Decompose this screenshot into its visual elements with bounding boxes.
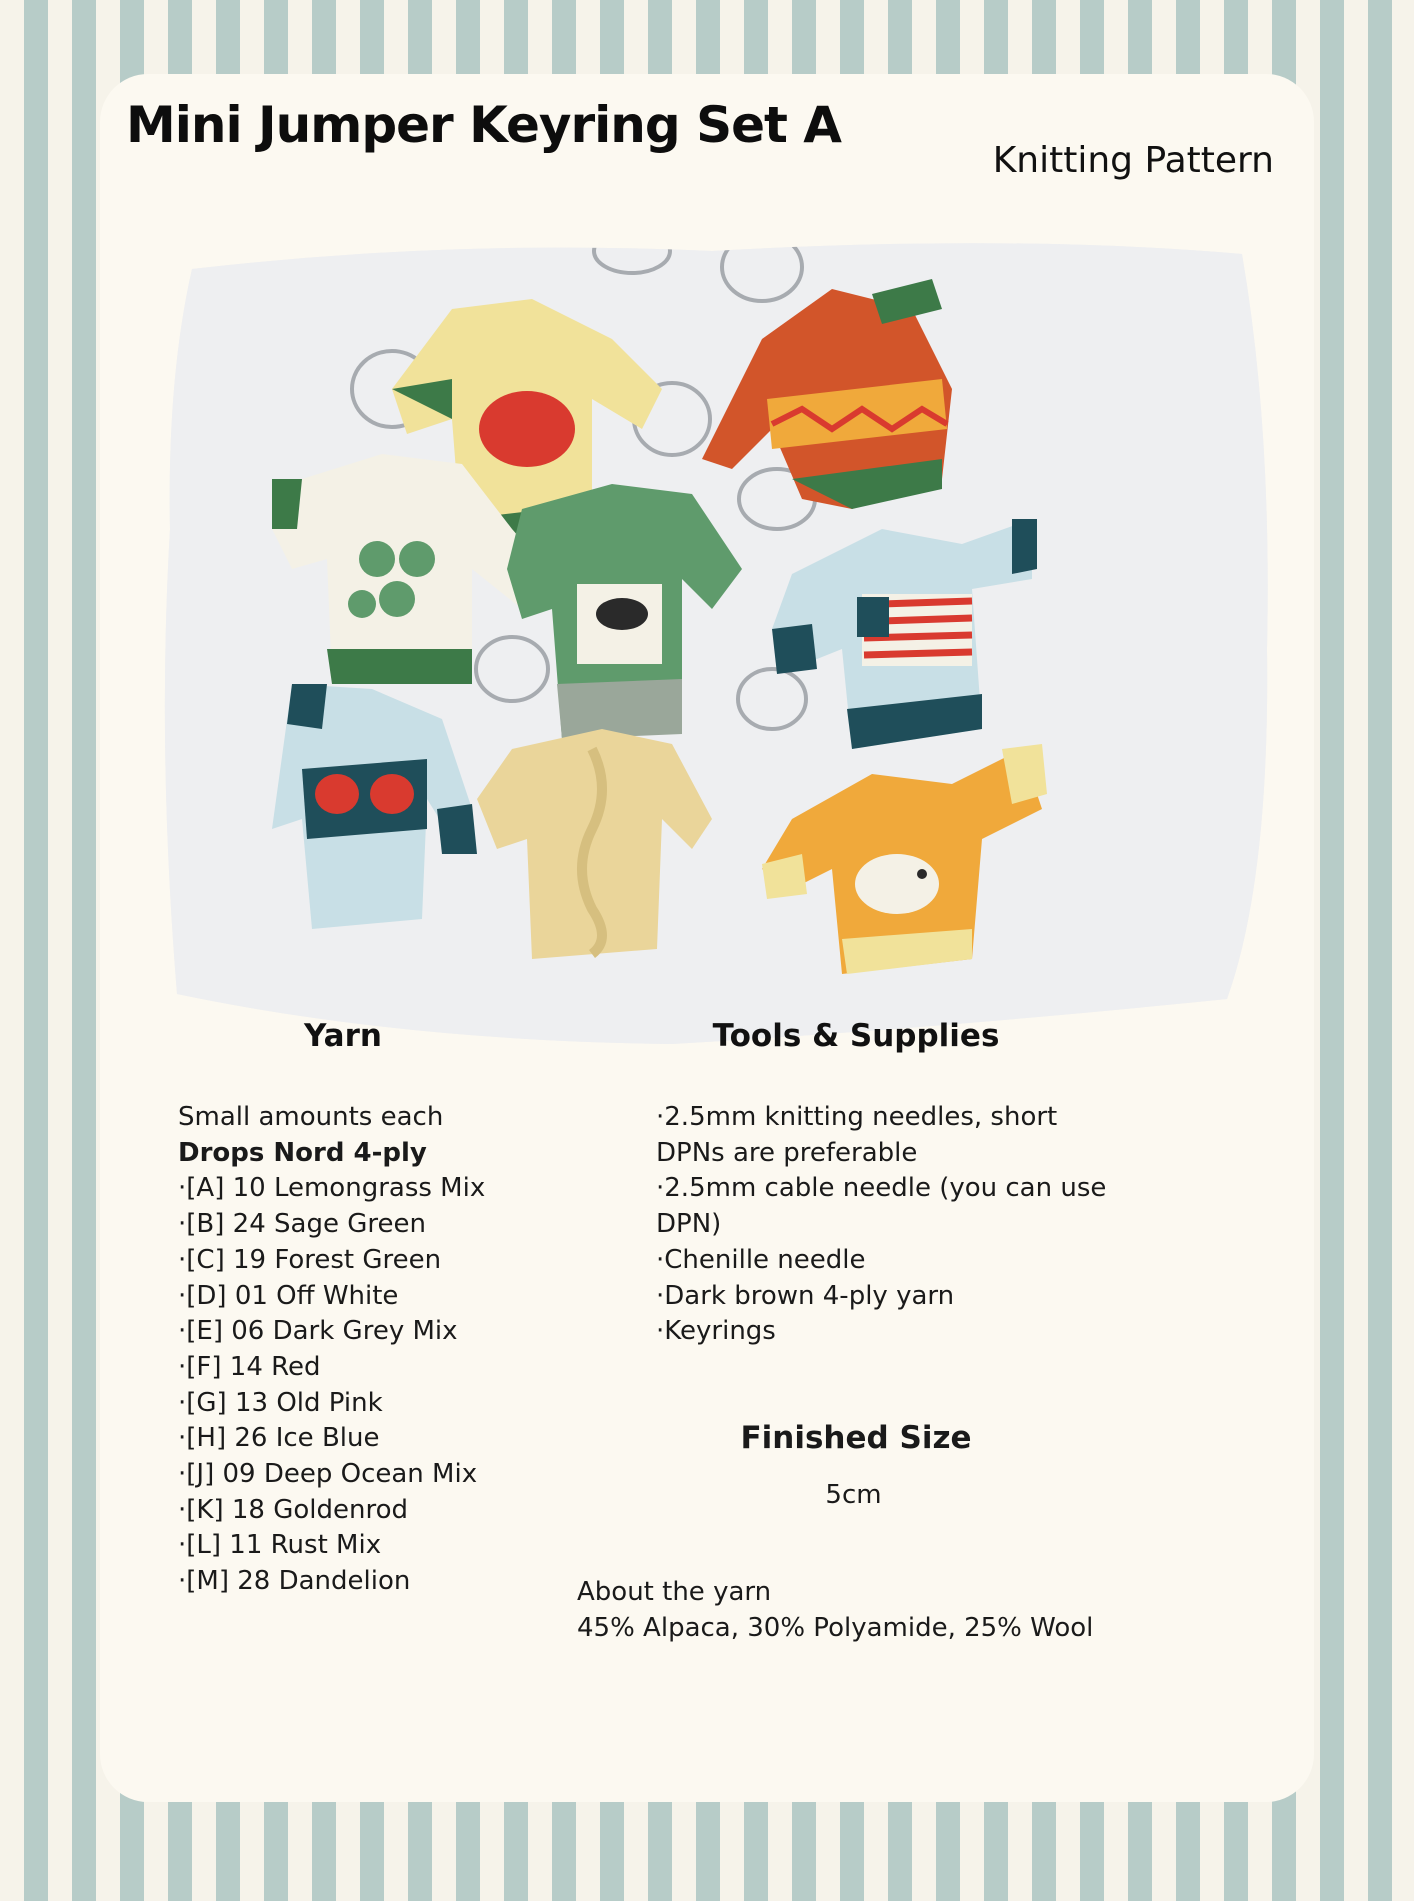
tools-section <box>656 1000 1126 1350</box>
tools-item: ·Dark brown 4-ply yarn <box>656 1280 955 1311</box>
yarn-item: ·[D] 01 Off White <box>178 1280 399 1311</box>
about-yarn-composition: 45% Alpaca, 30% Polyamide, 25% Wool <box>577 1613 1094 1643</box>
yarn-brand: Drops Nord 4-ply <box>178 1137 427 1168</box>
yarn-item: ·[K] 18 Goldenrod <box>178 1494 409 1525</box>
finished-size-heading: Finished Size <box>740 1420 972 1456</box>
yarn-item: ·[H] 26 Ice Blue <box>178 1423 380 1454</box>
yarn-item: ·[M] 28 Dandelion <box>178 1566 411 1597</box>
yarn-item: ·[B] 24 Sage Green <box>178 1209 426 1240</box>
page-title: Mini Jumper Keyring Set A <box>126 96 841 154</box>
tools-item: ·Chenille needle <box>656 1244 866 1275</box>
yarn-item: ·[L] 11 Rust Mix <box>178 1530 382 1561</box>
tools-heading: Tools & Supplies <box>712 1018 1000 1054</box>
jumper-keyrings-photo <box>152 229 1290 1059</box>
yarn-section <box>178 1000 598 1600</box>
yarn-heading: Yarn <box>304 1018 382 1054</box>
tools-item: ·2.5mm knitting needles, short DPNs are preferable <box>656 1102 1058 1168</box>
about-yarn-heading: About the yarn <box>577 1577 772 1607</box>
photo-illustration <box>152 229 1290 1059</box>
about-yarn <box>577 1574 1093 1646</box>
yarn-item: ·[C] 19 Forest Green <box>178 1244 442 1275</box>
yarn-item: ·[F] 14 Red <box>178 1351 321 1382</box>
finished-size-value: 5cm <box>825 1480 882 1510</box>
tools-item: ·2.5mm cable needle (you can use DPN) <box>656 1173 1107 1240</box>
yarn-list <box>178 1100 598 1600</box>
yarn-intro: Small amounts each <box>178 1102 444 1132</box>
yarn-item: ·[G] 13 Old Pink <box>178 1387 383 1418</box>
page-subtitle: Knitting Pattern <box>992 140 1274 181</box>
yarn-item: ·[E] 06 Dark Grey Mix <box>178 1316 458 1347</box>
yarn-item: ·[A] 10 Lemongrass Mix <box>178 1173 486 1204</box>
tools-item: ·Keyrings <box>656 1316 776 1347</box>
yarn-item: ·[J] 09 Deep Ocean Mix <box>178 1459 478 1490</box>
tools-list <box>656 1100 1126 1350</box>
